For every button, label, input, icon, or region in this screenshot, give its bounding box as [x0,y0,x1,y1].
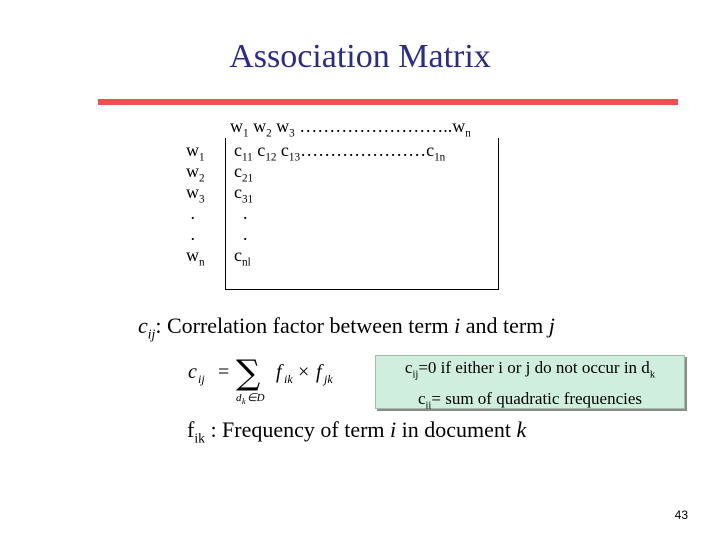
svg-text:=: = [218,361,230,383]
svg-text:∈D: ∈D [247,392,265,404]
svg-text:×: × [298,361,310,383]
fik-definition: $f_{ik}$ : Frequency of term i in document k [187,417,527,446]
row-label: . [190,203,195,223]
matrix-cell: $c_{31}$ [234,182,254,206]
page-number: 43 [674,508,688,522]
title-underline [98,99,678,105]
matrix-column-header: $w_1$ $w_2$ $w_3$ $\dots\dots\dots\dots\dots\dots\dots\dots..w_n$ [230,116,471,140]
note-line-1: $c_{ij}=0$ if either i or j do not occur in $d_k$ [404,358,656,381]
note-line-2: $c_{ii}=$ sum of quadratic frequencies [417,389,643,412]
row-label: $w_1$ [186,140,205,164]
svg-text:∑: ∑ [236,353,261,393]
svg-text:jk: jk [324,372,333,386]
svg-text:c: c [188,361,197,383]
correlation-formula [184,348,349,406]
matrix-cell: $c_{21}$ [234,161,254,185]
matrix-cell: $c_{nl}$ [234,245,251,269]
svg-text:k: k [242,397,246,406]
svg-text:f: f [316,361,322,383]
svg-text:ij: ij [198,372,205,386]
svg-text:f: f [276,361,282,383]
row-label: $w_n$ [186,245,205,269]
note-box [375,355,685,412]
matrix-first-row: $c_{11}$ $c_{12}$ $c_{13}\dots\dots\dots\dots\dots\dots\dots c_{1n}$ [234,140,446,164]
row-label: . [190,224,195,244]
matrix-row-labels [186,140,205,269]
matrix-cell: . [243,224,248,244]
matrix-cells [234,140,446,269]
row-label: $w_2$ [186,161,205,185]
svg-text:ik: ik [284,372,293,386]
row-label: $w_3$ [186,182,205,206]
slide-title: Association Matrix [229,38,491,75]
cij-definition: $c_{ij}$: Correlation factor between term i and term j [138,313,555,342]
matrix-cell: . [243,203,248,223]
svg-text:d: d [236,392,242,404]
